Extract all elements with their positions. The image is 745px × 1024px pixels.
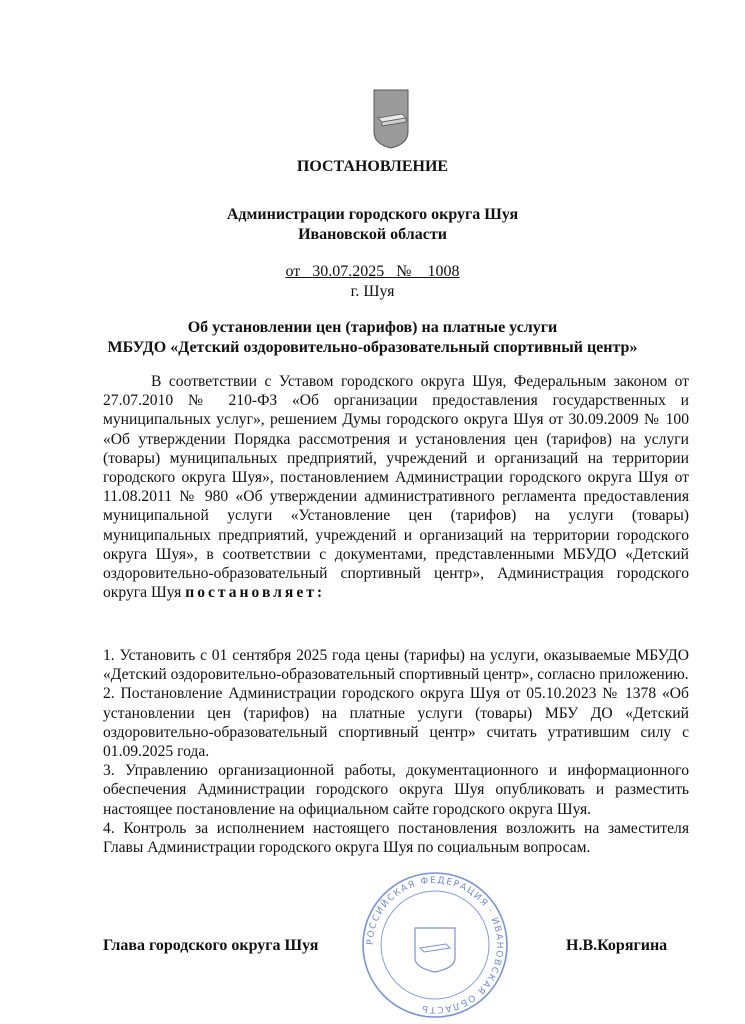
document-number: 1008	[427, 263, 460, 280]
issuer-line-1: Администрации городского округа Шуя	[226, 206, 519, 223]
document-date: 30.07.2025	[312, 263, 385, 280]
subject-line-1: Об установлении цен (тарифов) на платные услуги	[187, 319, 558, 336]
coat-of-arms-icon	[372, 88, 410, 150]
issuer-line-2: Ивановской области	[298, 226, 447, 243]
list-item: 3. Управлению организационной работы, документационного и информационного обеспечения Администрации городского округа Шуя опубликовать и разместить настоящее постановление на официальном сайте городского округа Шуя.	[103, 762, 689, 818]
signatory-name: Н.В.Корягина	[566, 937, 668, 954]
list-item: 2. Постановление Администрации городского округа Шуя от 05.10.2023 № 1378 «Об установлении цен (тарифов) на платные услуги (товары) МБУ ДО «Детский оздоровительно-образовательный спортивный центр» считать утратившим силу с 01.09.2025 года.	[103, 685, 689, 761]
date-prefix: от	[285, 263, 301, 280]
official-seal-icon	[360, 870, 510, 1020]
preamble-text: В соответствии с Уставом городского округа Шуя, Федеральным законом от 27.07.2010 № 210-ФЗ «Об организации предоставления государственных и муниципальных услуг», решением Думы городского округа Шуя от 30.09.2009 № 100 «Об утверждении Порядка рассмотрения и установления цен (тарифов) на услуги (товары) муниципальных предприятий, учреждений и организаций на территории городского округа Шуя», постановлением Администрации городского округа Шуя от 11.08.2011 № 980 «Об утверждении административного регламента предоставления муниципальной услуги «Установление цен (тарифов) на услуги (товары) муниципальных предприятий, учреждений и организаций на территории городского округа Шуя», в соответствии с документами, представленными МБУДО «Детский оздоровительно-образовательный спортивный центр», Администрация городского округа Шуя	[103, 373, 689, 602]
preamble-paragraph	[103, 372, 689, 602]
decree-word: постановляет:	[185, 584, 326, 602]
svg-text:РОССИЙСКАЯ ФЕДЕРАЦИЯ · ИВАНОВС: РОССИЙСКАЯ ФЕДЕРАЦИЯ · ИВАНОВСКАЯ ОБЛАСТЬ	[365, 875, 505, 1015]
date-number-line	[0, 262, 745, 282]
subject-line-2: МБУДО «Детский оздоровительно-образовательный спортивный центр»	[107, 339, 638, 356]
decree-items	[103, 646, 689, 857]
city-line: г. Шуя	[350, 283, 395, 300]
list-item: 4. Контроль за исполнением настоящего постановления возложить на заместителя Главы Администрации городского округа Шуя по социальным вопросам.	[103, 819, 689, 857]
number-sign: №	[396, 263, 412, 280]
list-item: 1. Установить с 01 сентября 2025 года цены (тарифы) на услуги, оказываемые МБУДО «Детский оздоровительно-образовательный спортивный центр», согласно приложению.	[103, 647, 689, 684]
document-title: ПОСТАНОВЛЕНИЕ	[296, 158, 449, 175]
signatory-position: Глава городского округа Шуя	[103, 937, 319, 954]
